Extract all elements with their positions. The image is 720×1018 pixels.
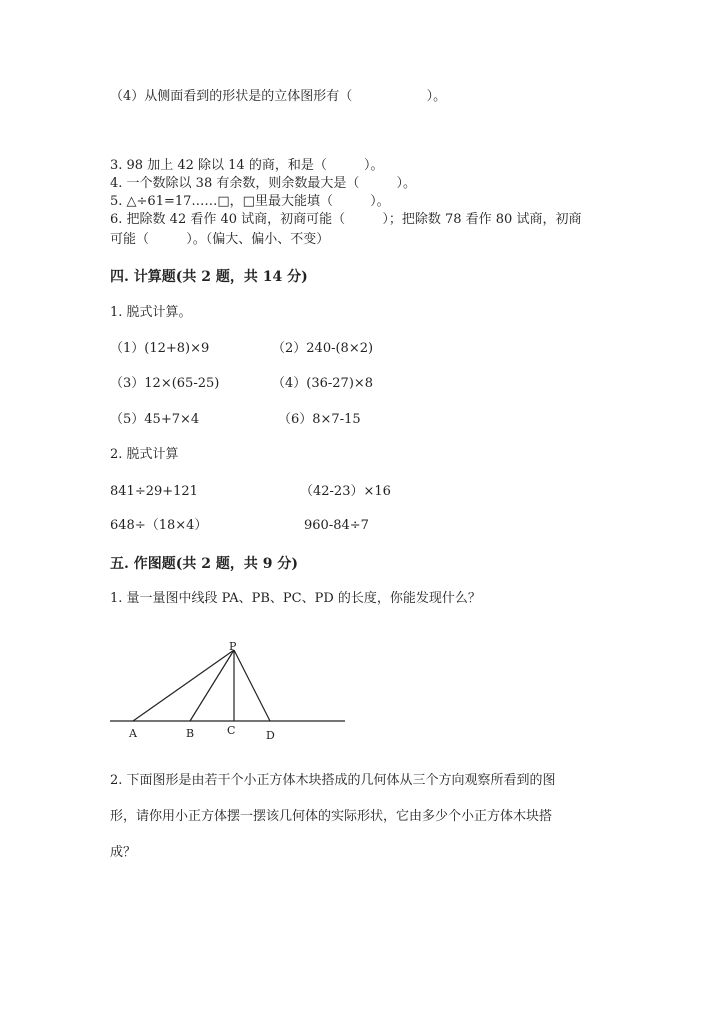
question-6-line1: 6. 把除数 42 看作 40 试商，初商可能（ ）；把除数 78 看作 80 试商，初商 bbox=[110, 212, 582, 227]
calc-item-3: （3）12×(65-25) bbox=[110, 376, 220, 391]
question-4: 4. 一个数除以 38 有余数，则余数最大是（ ）。 bbox=[110, 176, 417, 191]
calc2-item-1: 841÷29+121 bbox=[110, 484, 198, 499]
question-3: 3. 98 加上 42 除以 14 的商，和是（ ）。 bbox=[110, 158, 384, 173]
section-5-question-2-line1: 2. 下面图形是由若干个小正方体木块搭成的几何体从三个方向观察所看到的图 bbox=[110, 773, 556, 788]
section-5-question-2-line2: 形，请你用小正方体摆一摆该几何体的实际形状，它由多少个小正方体木块搭 bbox=[110, 809, 553, 824]
section-4-part2-title: 2. 脱式计算 bbox=[110, 447, 179, 462]
question-5: 5. △÷61=17……□，□里最大能填（ ）。 bbox=[110, 194, 390, 209]
point-label-b: B bbox=[186, 727, 195, 740]
segment-pb bbox=[190, 650, 234, 721]
calc-item-6: （6）8×7-15 bbox=[278, 412, 361, 427]
calc-item-4: （4）(36-27)×8 bbox=[272, 376, 374, 391]
calc2-item-3: 648÷（18×4） bbox=[110, 518, 208, 533]
question-6-line2: 可能（ ）。（偏大、偏小、不变） bbox=[110, 232, 330, 247]
segment-pd bbox=[234, 650, 270, 721]
calc-item-2: （2）240-(8×2) bbox=[272, 341, 374, 356]
section-5-title: 五. 作图题(共 2 题，共 9 分) bbox=[110, 556, 298, 572]
segment-pa bbox=[133, 650, 234, 721]
point-label-c: C bbox=[227, 724, 236, 737]
calc-item-1: （1）(12+8)×9 bbox=[110, 341, 210, 356]
question-4-side-view: （4）从侧面看到的形状是的立体图形有（ ）。 bbox=[110, 89, 447, 104]
section-5-question-1: 1. 量一量图中线段 PA、PB、PC、PD 的长度，你能发现什么？ bbox=[110, 591, 481, 606]
point-label-a: A bbox=[129, 727, 137, 740]
calc-item-5: （5）45+7×4 bbox=[110, 412, 200, 427]
calc2-item-2: （42-23）×16 bbox=[300, 484, 391, 499]
section-5-question-2-line3: 成？ bbox=[110, 845, 137, 860]
point-label-p: P bbox=[229, 640, 237, 653]
calc2-item-4: 960-84÷7 bbox=[304, 518, 369, 533]
section-4-title: 四. 计算题(共 2 题，共 14 分) bbox=[110, 269, 308, 285]
point-label-d: D bbox=[266, 729, 275, 742]
section-4-part1-title: 1. 脱式计算。 bbox=[110, 305, 192, 320]
